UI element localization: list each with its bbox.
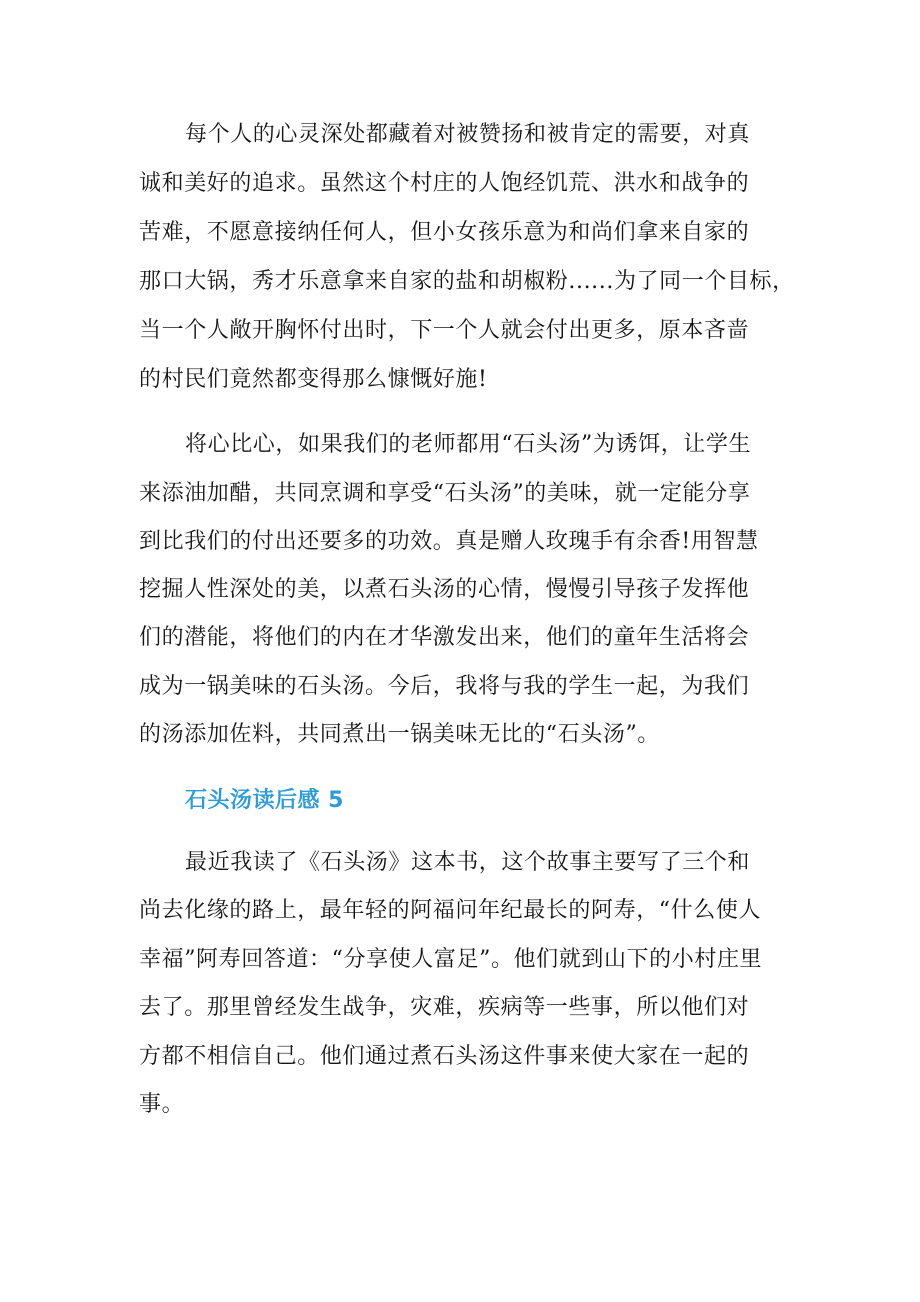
paragraph-3-line-6: 事。 — [139, 1092, 185, 1117]
paragraph-1-line-3: 苦难，不愿意接纳任何人，但小女孩乐意为和尚们拿来自家的 — [139, 220, 750, 245]
paragraph-3-line-2: 尚去化缘的路上，最年轻的阿福问年纪最长的阿寿，“什么使人 — [139, 898, 762, 923]
paragraph-3-line-5: 方都不相信自己。他们通过煮石头汤这件事来使大家在一起的 — [139, 1044, 750, 1069]
paragraph-1-line-5: 当一个人敞开胸怀付出时，下一个人就会付出更多，原本吝啬 — [139, 318, 750, 343]
paragraph-2-line-6: 成为一锅美味的石头汤。今后，我将与我的学生一起，为我们 — [139, 674, 750, 699]
paragraph-2-line-7: 的汤添加佐料，共同煮出一锅美味无比的“石头汤”。 — [139, 722, 660, 747]
paragraph-2-line-2: 来添油加醋，共同烹调和享受“石头汤”的美味，就一定能分享 — [139, 481, 751, 506]
paragraph-1-line-1: 每个人的心灵深处都藏着对被赞扬和被肯定的需要，对真 — [185, 122, 751, 147]
paragraph-2-line-3: 到比我们的付出还要多的功效。真是赠人玫瑰手有余香!用智慧 — [139, 529, 759, 554]
paragraph-2-line-1: 将心比心，如果我们的老师都用“石头汤”为诱饵，让学生 — [185, 432, 752, 457]
paragraph-3-line-3: 幸福”阿寿回答道：“分享使人富足”。他们就到山下的小村庄里 — [139, 947, 763, 972]
paragraph-1-line-4: 那口大锅，秀才乐意拿来自家的盐和胡椒粉......为了同一个目标， — [139, 269, 795, 294]
paragraph-2-line-4: 挖掘人性深处的美，以煮石头汤的心情，慢慢引导孩子发挥他 — [139, 577, 750, 602]
paragraph-2-line-5: 们的潜能，将他们的内在才华激发出来，他们的童年生活将会 — [139, 625, 750, 650]
paragraph-1-line-2: 诚和美好的追求。虽然这个村庄的人饱经饥荒、洪水和战争的 — [139, 171, 750, 196]
paragraph-1-line-6: 的村民们竟然都变得那么慷慨好施! — [139, 367, 488, 392]
paragraph-3-line-4: 去了。那里曾经发生战争，灾难，疾病等一些事，所以他们对 — [139, 995, 750, 1020]
section-heading: 石头汤读后感 5 — [185, 788, 344, 813]
paragraph-3-line-1: 最近我读了《石头汤》这本书，这个故事主要写了三个和 — [185, 850, 751, 875]
